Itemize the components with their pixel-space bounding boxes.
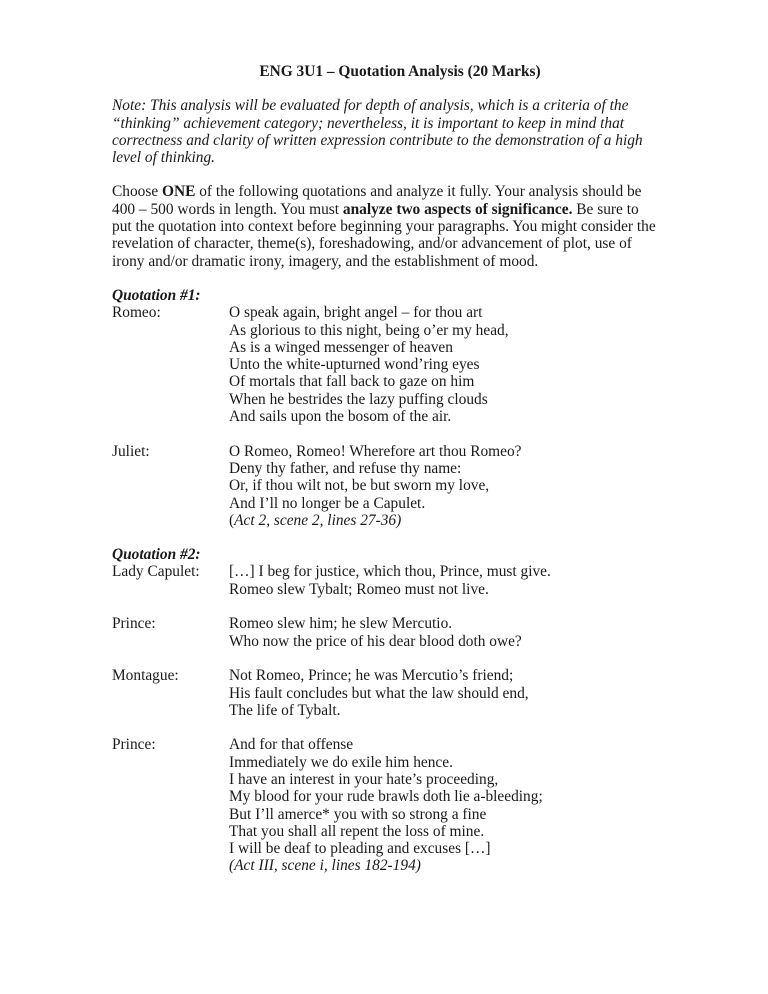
verse-line: Who now the price of his dear blood doth owe? [229, 632, 522, 650]
verse-line: O speak again, bright angel – for thou art [229, 304, 483, 322]
instruction-line: revelation of character, theme(s), foreshadowing, and/or advancement of plot, use of [112, 235, 632, 253]
verse-lines [229, 615, 522, 650]
note-line: “thinking” achievement category; nevertheless, it is important to keep in mind that [112, 114, 625, 132]
speech-juliet [112, 443, 672, 529]
speech-prince-2 [112, 736, 672, 874]
evaluation-note [112, 97, 672, 166]
quotation-2 [112, 546, 672, 875]
speaker-label: Juliet: [112, 442, 150, 460]
verse-line: Not Romeo, Prince; he was Mercutio’s friend; [229, 667, 514, 685]
document-title: ENG 3U1 – Quotation Analysis (20 Marks) [259, 63, 541, 80]
note-line: correctness and clarity of written expression contribute to the demonstration of a high [112, 131, 643, 149]
verse-line: […] I beg for justice, which thou, Prince, must give. [229, 563, 551, 581]
document-page [112, 63, 672, 875]
speech-montague [112, 667, 672, 719]
note-line: level of thinking. [112, 149, 216, 167]
instruction-line [112, 183, 672, 200]
verse-line: As is a winged messenger of heaven [229, 338, 453, 356]
verse-line: That you shall all repent the loss of mine. [229, 822, 485, 840]
quotation-heading: Quotation #1: [112, 286, 201, 304]
verse-line: Unto the white-upturned wond’ring eyes [229, 356, 480, 374]
verse-lines [229, 667, 529, 719]
speech-prince-1 [112, 615, 672, 650]
speech-romeo [112, 304, 672, 425]
line-citation [229, 857, 543, 874]
speaker-label: Romeo: [112, 304, 161, 322]
verse-line: When he bestrides the lazy puffing clouds [229, 390, 488, 408]
verse-line: But I’ll amerce* you with so strong a fine [229, 805, 487, 823]
verse-line: My blood for your rude brawls doth lie a-bleeding; [229, 788, 543, 806]
verse-line: Deny thy father, and refuse thy name: [229, 459, 462, 477]
verse-line: As glorious to this night, being o’er my head, [229, 321, 509, 339]
verse-lines [229, 304, 509, 425]
verse-line: Romeo slew him; he slew Mercutio. [229, 615, 453, 633]
citation-paren: ( [229, 511, 235, 529]
instruction-line: put the quotation into context before beginning your paragraphs. You might consider the [112, 218, 656, 236]
verse-line: Romeo slew Tybalt; Romeo must not live. [229, 580, 489, 598]
instruction-line [112, 201, 672, 218]
instruction-text: of the following quotations and analyze it fully. Your analysis should be [195, 183, 642, 201]
verse-line: His fault concludes but what the law should end, [229, 684, 529, 702]
speaker-label: Prince: [112, 615, 156, 633]
verse-line: O Romeo, Romeo! Wherefore art thou Romeo? [229, 442, 522, 460]
verse-line: The life of Tybalt. [229, 701, 341, 719]
instruction-text: 400 – 500 words in length. You must [112, 200, 343, 218]
verse-line: Of mortals that fall back to gaze on him [229, 373, 475, 391]
citation-text: (Act III, scene i, lines 182-194) [229, 857, 421, 875]
verse-line: And sails upon the bosom of the air. [229, 408, 452, 426]
verse-line: Or, if thou wilt not, be but sworn my love, [229, 477, 490, 495]
verse-line: I will be deaf to pleading and excuses […] [229, 840, 491, 858]
verse-line: And for that offense [229, 736, 354, 754]
verse-line: And I’ll no longer be a Capulet. [229, 494, 426, 512]
note-line: Note: This analysis will be evaluated for depth of analysis, which is a criteria of the [112, 97, 629, 115]
quotation-heading: Quotation #2: [112, 546, 201, 564]
quotation-1 [112, 287, 672, 529]
verse-lines [229, 443, 521, 529]
instruction-line: irony and/or dramatic irony, imagery, and the establishment of mood. [112, 252, 539, 270]
verse-lines [229, 563, 551, 598]
instruction-emphasis: ONE [162, 183, 196, 201]
instruction-text: Choose [112, 183, 163, 201]
verse-lines [229, 736, 543, 874]
verse-line: I have an interest in your hate’s proceeding, [229, 770, 499, 788]
line-citation [229, 512, 521, 529]
assignment-instructions [112, 183, 672, 269]
speaker-label: Lady Capulet: [112, 563, 200, 581]
speaker-label: Prince: [112, 736, 156, 754]
speaker-label: Montague: [112, 667, 179, 685]
citation-text: Act 2, scene 2, lines 27-36) [234, 511, 402, 529]
instruction-emphasis: analyze two aspects of significance. [342, 200, 573, 218]
speech-lady-capulet [112, 563, 672, 598]
instruction-text: Be sure to [572, 200, 639, 218]
verse-line: Immediately we do exile him hence. [229, 753, 453, 771]
